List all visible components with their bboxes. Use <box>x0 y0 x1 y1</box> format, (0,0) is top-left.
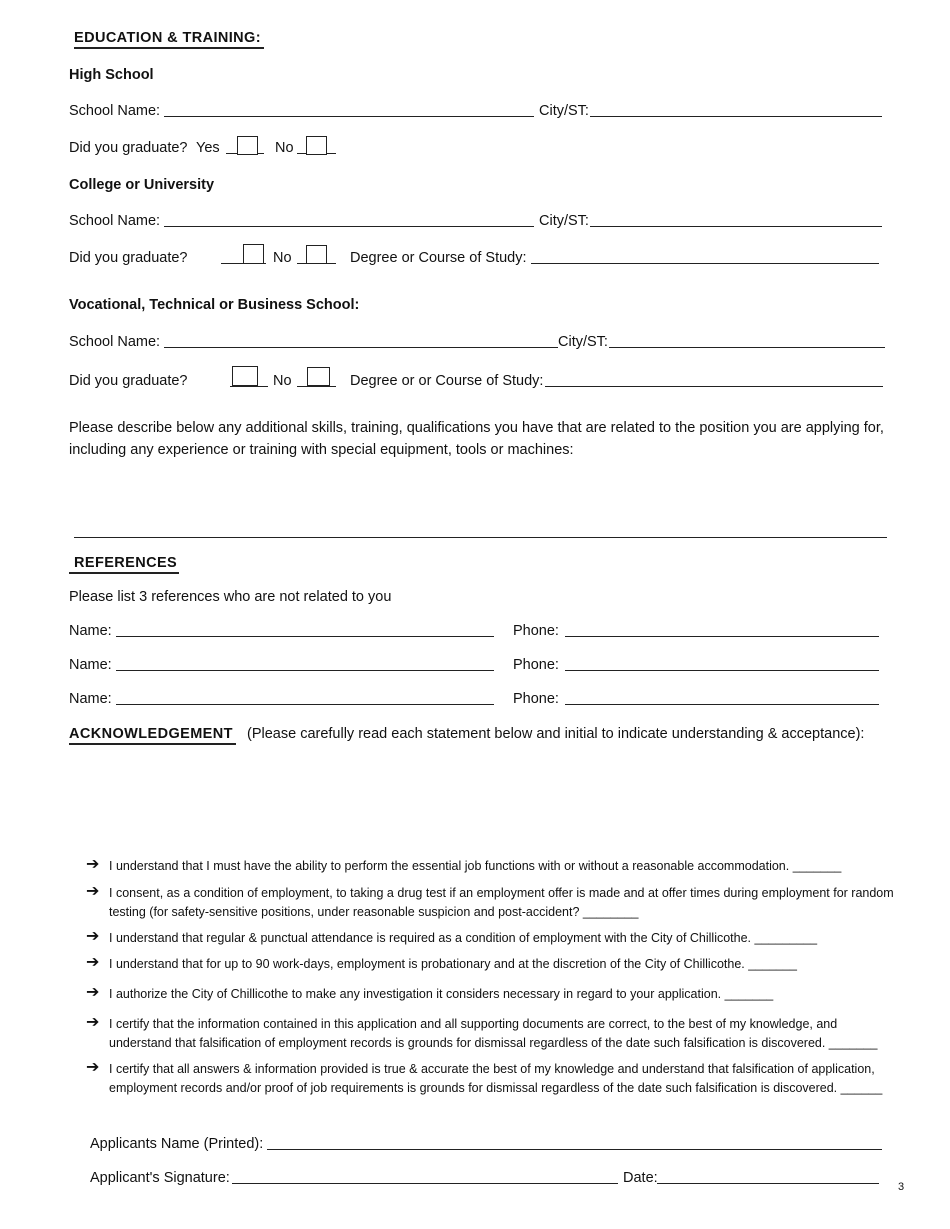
references-heading: REFERENCES <box>74 555 178 571</box>
ref2-name-label: Name: <box>69 657 112 673</box>
page-number: 3 <box>898 1181 905 1193</box>
arrow-bullet-icon: ➔ <box>86 984 100 1001</box>
hs-school-name-field[interactable] <box>164 116 534 117</box>
applicant-signature-label: Applicant's Signature: <box>90 1170 230 1186</box>
hs-no-checkbox[interactable] <box>306 136 327 155</box>
ref1-name-field[interactable] <box>116 636 494 637</box>
ref1-name-label: Name: <box>69 623 112 639</box>
college-yes-checkbox[interactable] <box>243 244 264 264</box>
skills-prompt-line1: Please describe below any additional skills, training, qualifications you have that are related to the position you are applying for, <box>69 420 884 436</box>
education-heading: EDUCATION & TRAINING: <box>74 30 261 46</box>
ack-statement-2: I consent, as a condition of employment, to taking a drug test if an employment offer is made and at offer times during employment for random testing (for safety-sensitive positions, under reasonable suspicion and post-accident? ________ <box>109 886 894 919</box>
ref2-name-field[interactable] <box>116 670 494 671</box>
ref3-name-field[interactable] <box>116 704 494 705</box>
arrow-bullet-icon: ➔ <box>86 1014 100 1031</box>
applicant-name-field[interactable] <box>267 1149 882 1150</box>
ack-statement-3: I understand that regular & punctual attendance is required as a condition of employment with the City of Chillicothe. _________ <box>109 931 818 945</box>
arrow-bullet-icon: ➔ <box>86 856 100 873</box>
acknowledgement-instruction: (Please carefully read each statement below and initial to indicate understanding & acceptance): <box>247 726 865 742</box>
ack-statement-7: I certify that all answers & information provided is true & accurate the best of my knowledge and understand that falsification of application, employment records and/or proof of job requirements is grounds for dismissal regardless of the date such falsification is discovered. ______ <box>109 1062 883 1095</box>
vocational-school-name-field[interactable] <box>164 347 558 348</box>
date-label: Date: <box>623 1170 658 1186</box>
skills-prompt-line2: including any experience or training with special equipment, tools or machines: <box>69 442 574 458</box>
skills-answer-line[interactable] <box>74 537 887 538</box>
hs-city-field[interactable] <box>590 116 882 117</box>
vocational-title: Vocational, Technical or Business School: <box>69 297 360 313</box>
ack-statement-1: I understand that I must have the ability to perform the essential job functions with or without a reasonable accommodation. _______ <box>109 859 842 873</box>
vocational-no-line <box>297 386 336 387</box>
arrow-bullet-icon: ➔ <box>86 954 100 971</box>
vocational-yes-line <box>230 386 268 387</box>
acknowledgement-heading-underline <box>69 743 236 745</box>
ref3-phone-label: Phone: <box>513 691 559 707</box>
vocational-no-checkbox[interactable] <box>307 367 330 386</box>
ref2-phone-label: Phone: <box>513 657 559 673</box>
hs-yes-label: Yes <box>196 140 220 156</box>
ack-statement-4: I understand that for up to 90 work-days, employment is probationary and at the discretion of the City of Chillicothe. _______ <box>109 957 797 971</box>
acknowledgement-heading: ACKNOWLEDGEMENT <box>69 726 233 742</box>
college-no-label: No <box>273 250 292 266</box>
ref1-phone-label: Phone: <box>513 623 559 639</box>
vocational-yes-checkbox[interactable] <box>232 366 258 386</box>
college-graduate-label: Did you graduate? <box>69 250 188 266</box>
vocational-graduate-label: Did you graduate? <box>69 373 188 389</box>
hs-graduate-label: Did you graduate? <box>69 140 188 156</box>
college-title: College or University <box>69 177 215 193</box>
vocational-degree-field[interactable] <box>545 386 883 387</box>
arrow-bullet-icon: ➔ <box>86 928 100 945</box>
vocational-city-field[interactable] <box>609 347 885 348</box>
references-heading-underline <box>69 572 179 574</box>
college-degree-field[interactable] <box>531 263 879 264</box>
ref1-phone-field[interactable] <box>565 636 879 637</box>
applicant-name-label: Applicants Name (Printed): <box>90 1136 264 1152</box>
applicant-signature-field[interactable] <box>232 1183 618 1184</box>
references-instruction: Please list 3 references who are not related to you <box>69 589 392 605</box>
arrow-bullet-icon: ➔ <box>86 1059 100 1076</box>
college-no-checkbox[interactable] <box>306 245 327 264</box>
date-field[interactable] <box>657 1183 879 1184</box>
hs-no-label: No <box>275 140 294 156</box>
vocational-school-name-label: School Name: <box>69 334 161 350</box>
high-school-title: High School <box>69 67 154 83</box>
college-city-label: City/ST: <box>539 213 589 229</box>
hs-school-name-label: School Name: <box>69 103 161 119</box>
college-school-name-field[interactable] <box>164 226 534 227</box>
ack-statement-6: I certify that the information contained in this application and all supporting documents are correct, to the best of my knowledge, and understand that falsification of employment records is grounds for dismissal regardless of the date such falsification is discovered. _______ <box>109 1017 878 1050</box>
vocational-degree-label: Degree or or Course of Study: <box>350 373 544 389</box>
arrow-bullet-icon: ➔ <box>86 883 100 900</box>
ref2-phone-field[interactable] <box>565 670 879 671</box>
college-school-name-label: School Name: <box>69 213 161 229</box>
college-city-field[interactable] <box>590 226 882 227</box>
vocational-no-label: No <box>273 373 292 389</box>
education-heading-underline <box>74 47 264 49</box>
ref3-phone-field[interactable] <box>565 704 879 705</box>
vocational-city-label: City/ST: <box>558 334 608 350</box>
college-degree-label: Degree or Course of Study: <box>350 250 527 266</box>
ref3-name-label: Name: <box>69 691 112 707</box>
ack-statement-5: I authorize the City of Chillicothe to make any investigation it considers necessary in regard to your application. _______ <box>109 987 774 1001</box>
hs-yes-checkbox[interactable] <box>237 136 258 155</box>
hs-city-label: City/ST: <box>539 103 589 119</box>
